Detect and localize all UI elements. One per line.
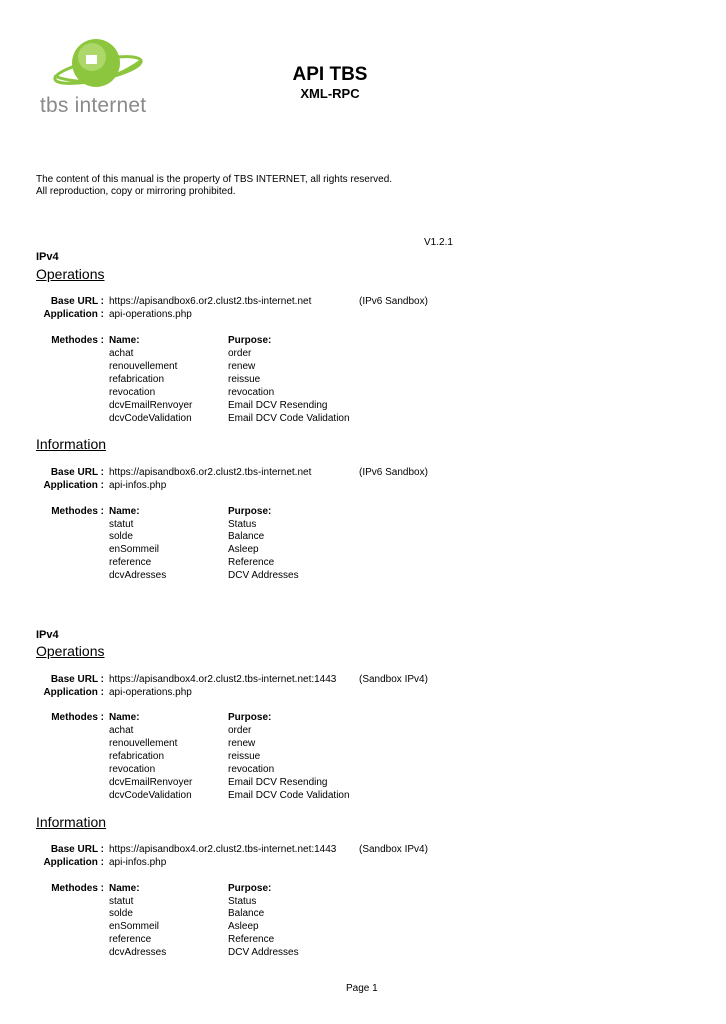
base-url-label: Base URL : — [50, 844, 104, 855]
methods-label: Methodes : — [51, 712, 104, 723]
method-name: reference — [109, 934, 152, 945]
method-name: revocation — [109, 764, 156, 775]
method-purpose: Email DCV Resending — [228, 777, 328, 788]
base-url-value: https://apisandbox6.or2.clust2.tbs-internet.net — [109, 467, 312, 478]
method-purpose: revocation — [228, 764, 275, 775]
method-name: revocation — [109, 387, 156, 398]
method-name: enSommeil — [109, 921, 160, 932]
method-purpose: Status — [228, 896, 257, 907]
application-value: api-infos.php — [109, 480, 167, 491]
method-name: solde — [109, 908, 133, 919]
method-purpose: Status — [228, 519, 257, 530]
method-purpose: Email DCV Code Validation — [228, 413, 350, 424]
method-purpose: DCV Addresses — [228, 947, 299, 958]
purpose-column-header: Purpose: — [228, 506, 272, 517]
section-protocol: IPv4 — [36, 251, 59, 263]
application-label: Application : — [43, 480, 104, 491]
information-heading: Information — [36, 814, 107, 830]
base-url-value: https://apisandbox4.or2.clust2.tbs-internet.net:1443 — [109, 844, 337, 855]
method-purpose: reissue — [228, 751, 261, 762]
environment-label: (Sandbox IPv4) — [359, 674, 428, 685]
method-purpose: order — [228, 348, 252, 359]
method-purpose: Asleep — [228, 921, 259, 932]
method-purpose: Balance — [228, 908, 265, 919]
method-purpose: Reference — [228, 557, 275, 568]
purpose-column-header: Purpose: — [228, 335, 272, 346]
purpose-column-header: Purpose: — [228, 712, 272, 723]
application-label: Application : — [43, 309, 104, 320]
methods-label: Methodes : — [51, 883, 104, 894]
method-purpose: Reference — [228, 934, 275, 945]
name-column-header: Name: — [109, 335, 140, 346]
method-purpose: DCV Addresses — [228, 570, 299, 581]
document-title: API TBS — [292, 64, 368, 85]
method-name: achat — [109, 348, 134, 359]
application-value: api-infos.php — [109, 857, 167, 868]
document-subtitle: XML-RPC — [300, 86, 360, 101]
copyright-notice-line1: The content of this manual is the property of TBS INTERNET, all rights reserved. — [36, 174, 393, 185]
method-name: dcvCodeValidation — [109, 413, 192, 424]
method-name: renouvellement — [109, 361, 178, 372]
tbs-logo-icon — [40, 36, 152, 96]
base-url-value: https://apisandbox6.or2.clust2.tbs-internet.net — [109, 296, 312, 307]
method-purpose: order — [228, 725, 252, 736]
methods-label: Methodes : — [51, 335, 104, 346]
methods-label: Methodes : — [51, 506, 104, 517]
method-purpose: renew — [228, 738, 256, 749]
application-value: api-operations.php — [109, 309, 192, 320]
method-name: refabrication — [109, 374, 165, 385]
section-protocol: IPv4 — [36, 629, 59, 641]
name-column-header: Name: — [109, 883, 140, 894]
base-url-value: https://apisandbox4.or2.clust2.tbs-internet.net:1443 — [109, 674, 337, 685]
method-name: dcvAdresses — [109, 570, 167, 581]
method-name: dcvCodeValidation — [109, 790, 192, 801]
method-purpose: renew — [228, 361, 256, 372]
name-column-header: Name: — [109, 506, 140, 517]
application-label: Application : — [43, 857, 104, 868]
environment-label: (IPv6 Sandbox) — [359, 296, 428, 307]
method-purpose: Email DCV Code Validation — [228, 790, 350, 801]
method-purpose: revocation — [228, 387, 275, 398]
method-purpose: Email DCV Resending — [228, 400, 328, 411]
version-label: V1.2.1 — [424, 237, 453, 248]
page-number: Page 1 — [346, 983, 378, 994]
method-name: statut — [109, 896, 134, 907]
logo-text: tbs internet — [40, 94, 147, 117]
method-name: achat — [109, 725, 134, 736]
operations-heading: Operations — [36, 643, 105, 659]
method-name: dcvEmailRenvoyer — [109, 777, 193, 788]
method-purpose: reissue — [228, 374, 261, 385]
environment-label: (Sandbox IPv4) — [359, 844, 428, 855]
operations-heading: Operations — [36, 266, 105, 282]
method-name: enSommeil — [109, 544, 160, 555]
information-heading: Information — [36, 436, 107, 452]
application-value: api-operations.php — [109, 687, 192, 698]
base-url-label: Base URL : — [50, 467, 104, 478]
base-url-label: Base URL : — [50, 674, 104, 685]
method-name: reference — [109, 557, 152, 568]
tbs-logo — [40, 36, 152, 118]
method-name: dcvAdresses — [109, 947, 167, 958]
base-url-label: Base URL : — [50, 296, 104, 307]
method-name: refabrication — [109, 751, 165, 762]
method-name: dcvEmailRenvoyer — [109, 400, 193, 411]
purpose-column-header: Purpose: — [228, 883, 272, 894]
copyright-notice-line2: All reproduction, copy or mirroring prohibited. — [36, 186, 236, 197]
environment-label: (IPv6 Sandbox) — [359, 467, 428, 478]
method-purpose: Asleep — [228, 544, 259, 555]
application-label: Application : — [43, 687, 104, 698]
method-purpose: Balance — [228, 531, 265, 542]
method-name: statut — [109, 519, 134, 530]
name-column-header: Name: — [109, 712, 140, 723]
method-name: renouvellement — [109, 738, 178, 749]
method-name: solde — [109, 531, 133, 542]
